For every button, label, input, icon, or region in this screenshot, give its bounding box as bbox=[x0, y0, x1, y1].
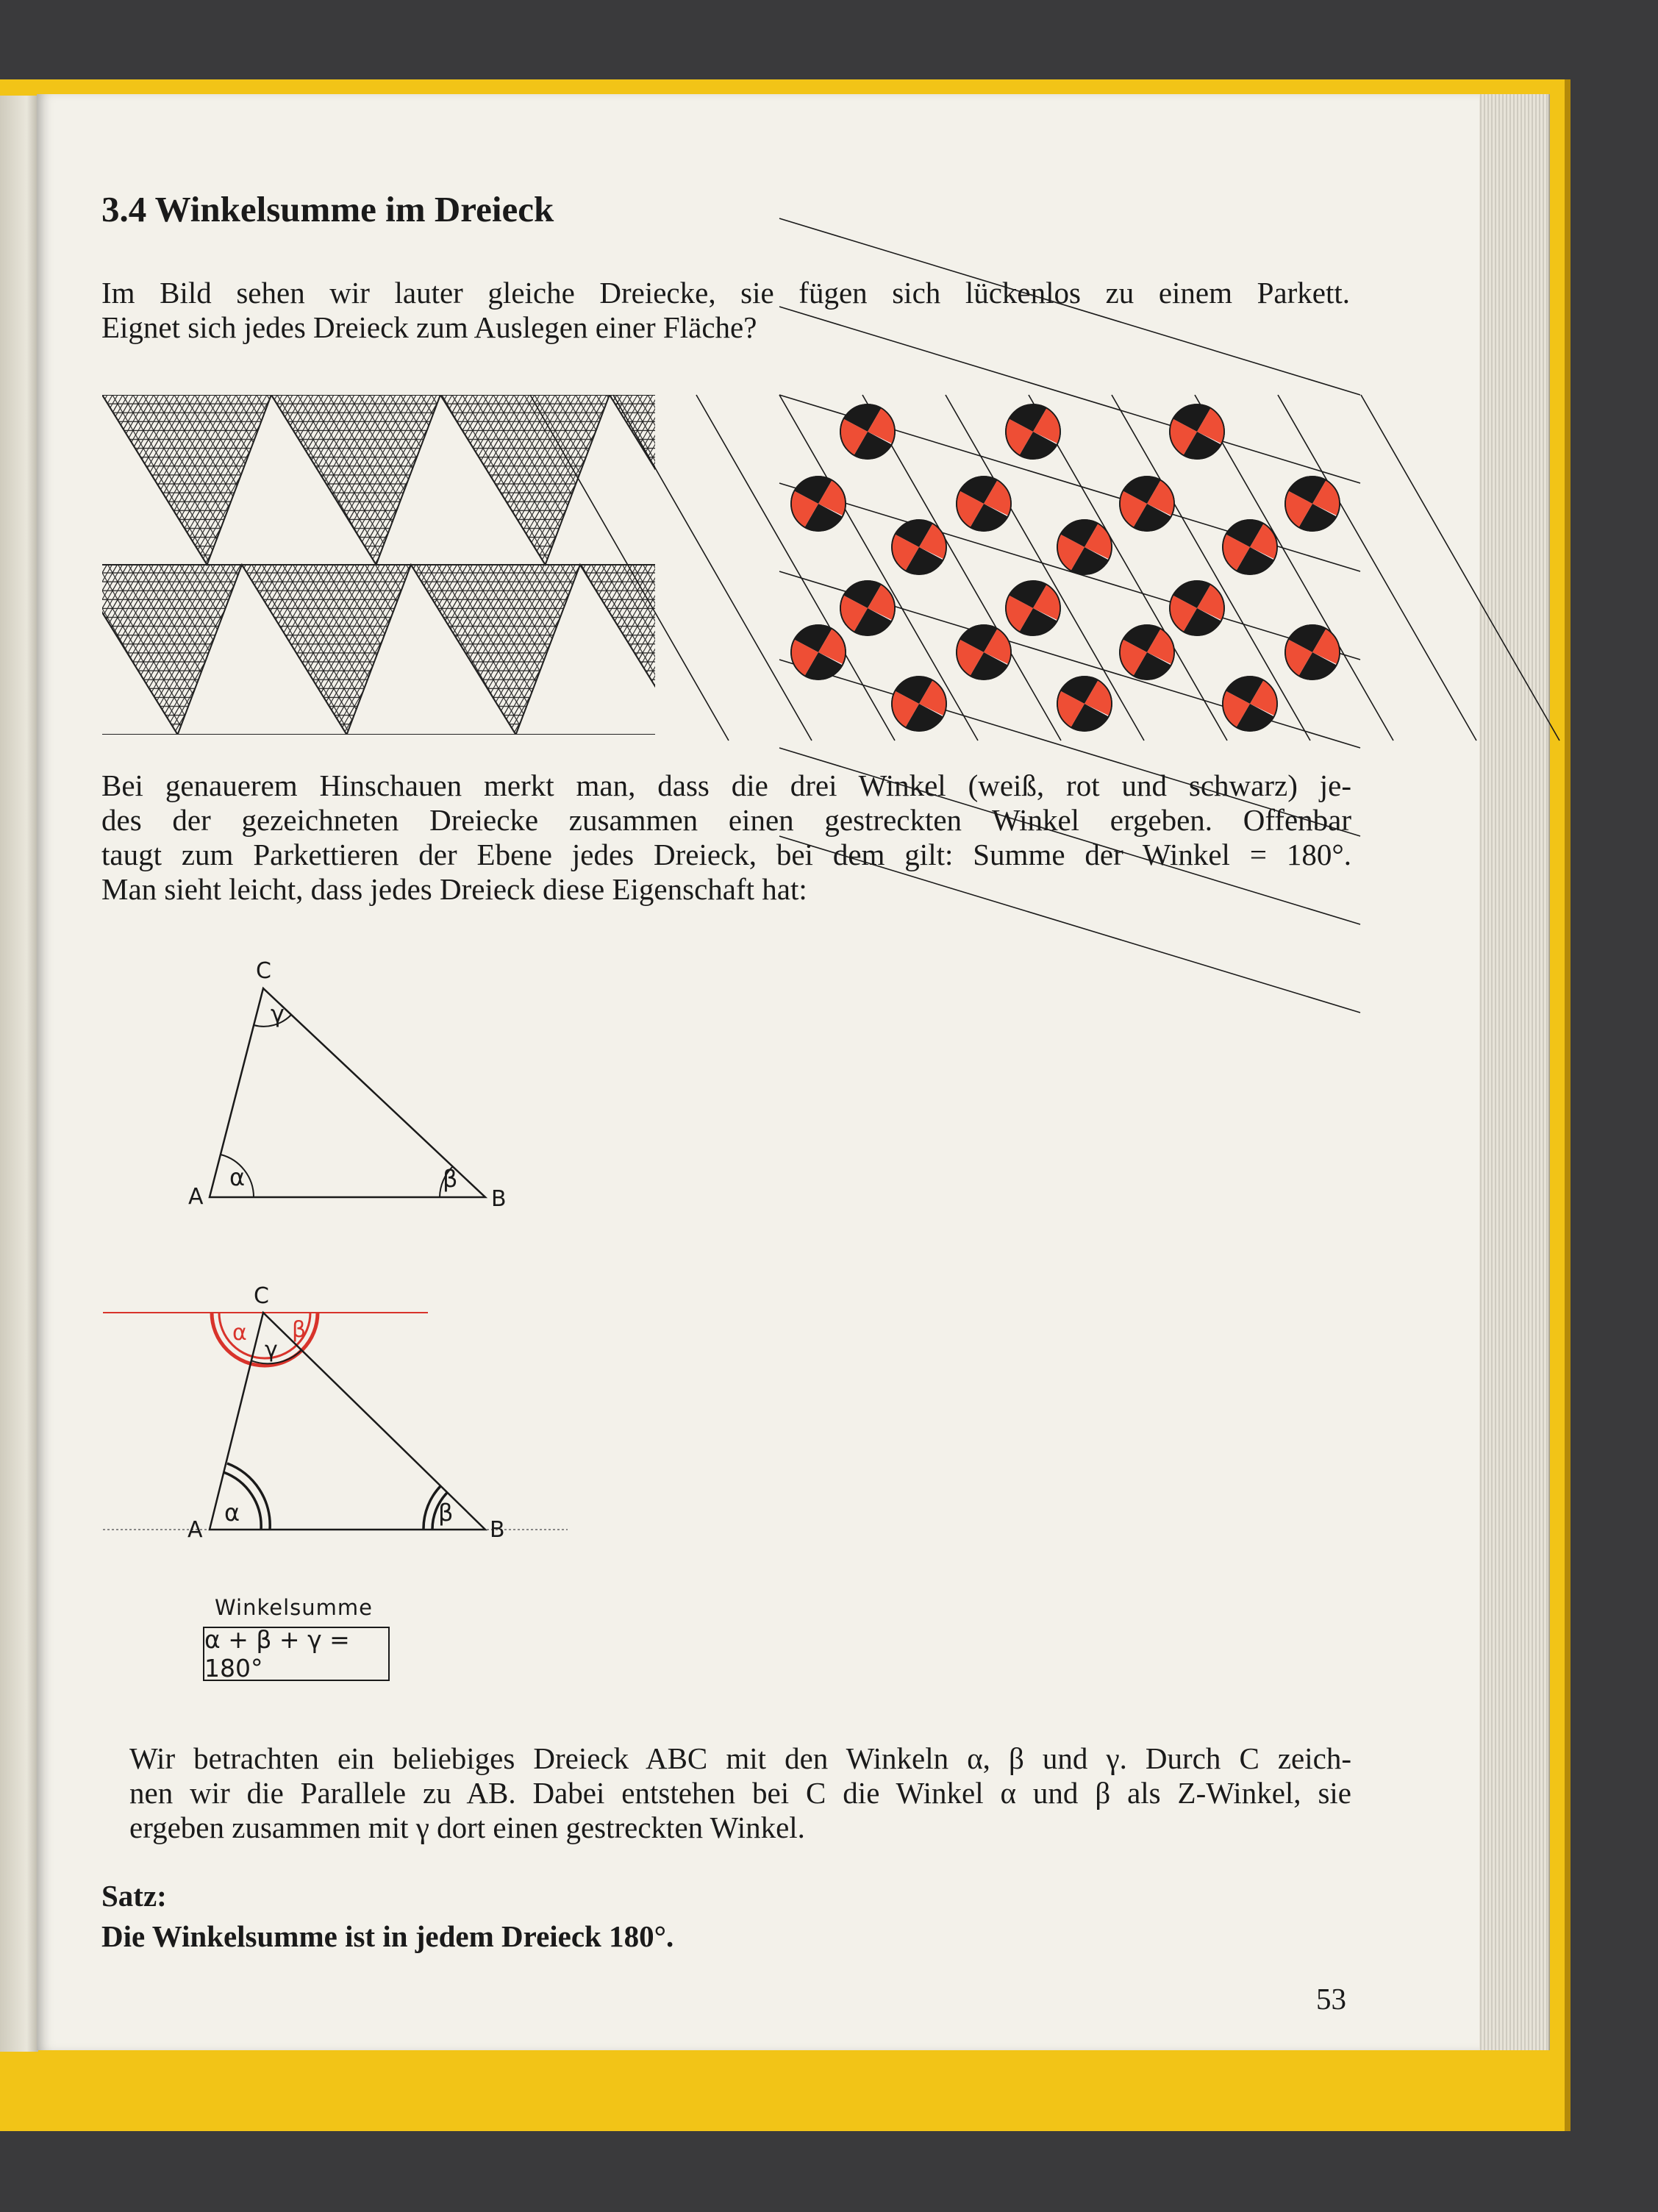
intro-line: Im Bild sehen wir lauter gleiche Dreiecke, sie fügen sich lückenlos zu einem Parkett. bbox=[101, 276, 1350, 310]
angle-disc bbox=[1285, 625, 1340, 679]
angle-disc bbox=[892, 520, 946, 574]
proof-line: Wir betrachten ein beliebiges Dreieck ABC mit den Winkeln α, β und γ. Durch C zeich- bbox=[129, 1741, 1351, 1775]
vertex-c-label: C bbox=[256, 958, 271, 984]
cover-bottom bbox=[0, 2050, 1551, 2102]
angle-disc bbox=[840, 404, 895, 459]
observation-line: Man sieht leicht, dass jedes Dreieck diese Eigenschaft hat: bbox=[101, 872, 807, 906]
angle-discs bbox=[791, 404, 1340, 731]
left-page-edge bbox=[0, 96, 38, 2052]
angle-disc bbox=[957, 477, 1011, 531]
angle-disc bbox=[791, 625, 846, 679]
angle-disc bbox=[1006, 581, 1060, 635]
angle-disc bbox=[1057, 677, 1112, 731]
observation-line: Bei genauerem Hinschauen merkt man, dass die drei Winkel (weiß, rot und schwarz) je- bbox=[101, 768, 1351, 802]
angle-disc bbox=[1223, 677, 1277, 731]
sum-formula-box bbox=[203, 1627, 390, 1681]
angle-disc bbox=[1223, 520, 1277, 574]
angle-disc bbox=[957, 625, 1011, 679]
sum-formula: α + β + γ = 180° bbox=[204, 1625, 350, 1683]
angle-gamma-label: γ bbox=[271, 1000, 285, 1028]
angle-gamma-label: γ bbox=[265, 1337, 278, 1363]
vertex-b-label: B bbox=[491, 1186, 507, 1212]
page-number: 53 bbox=[1316, 1982, 1346, 2016]
sum-caption: Winkelsumme bbox=[215, 1595, 373, 1620]
observation-line: des der gezeichneten Dreiecke zusammen einen gestreckten Winkel ergeben. Offenbar bbox=[101, 803, 1351, 837]
z-alpha-label: α bbox=[232, 1320, 247, 1346]
proof-line: ergeben zusammen mit γ dort einen gestreckten Winkel. bbox=[129, 1810, 805, 1844]
page-block-edges bbox=[1478, 94, 1550, 2050]
angle-alpha-label: α bbox=[224, 1499, 240, 1527]
triangle-figure-1 bbox=[184, 949, 596, 1213]
angle-disc bbox=[1006, 404, 1060, 459]
angle-disc bbox=[840, 581, 895, 635]
angle-disc-tessellation-figure bbox=[779, 395, 1360, 741]
angle-disc bbox=[791, 477, 846, 531]
angle-alpha-label: α bbox=[229, 1163, 246, 1191]
angle-disc bbox=[1120, 625, 1174, 679]
vertex-a-label: A bbox=[187, 1517, 203, 1543]
angle-disc bbox=[1170, 581, 1224, 635]
angle-disc bbox=[892, 677, 946, 731]
theorem-label: Satz: bbox=[101, 1879, 167, 1913]
proof-line: nen wir die Parallele zu AB. Dabei entstehen bei C die Winkel α und β als Z-Winkel, sie bbox=[129, 1776, 1351, 1810]
z-beta-label: β bbox=[292, 1317, 307, 1343]
angle-disc bbox=[1170, 404, 1224, 459]
section-title: 3.4 Winkelsumme im Dreieck bbox=[101, 189, 554, 229]
vertex-c-label: C bbox=[254, 1283, 269, 1309]
theorem-text: Die Winkelsumme ist in jedem Dreieck 180°. bbox=[101, 1919, 674, 1953]
angle-beta-label: β bbox=[443, 1165, 458, 1193]
observation-paragraph bbox=[101, 768, 1351, 907]
angle-disc bbox=[1285, 477, 1340, 531]
vertex-a-label: A bbox=[188, 1184, 204, 1210]
proof-paragraph bbox=[129, 1741, 1351, 1845]
cover-edge bbox=[1565, 79, 1571, 2131]
vertex-b-label: B bbox=[490, 1517, 505, 1543]
intro-line: Eignet sich jedes Dreieck zum Auslegen einer Fläche? bbox=[101, 310, 757, 344]
triangle-figure-2 bbox=[103, 1280, 588, 1543]
angle-beta-label: β bbox=[438, 1499, 454, 1527]
triangle-tessellation-figure bbox=[102, 395, 655, 735]
observation-line: taugt zum Parkettieren der Ebene jedes Dreieck, bei dem gilt: Summe der Winkel = 180°. bbox=[101, 838, 1351, 871]
angle-disc bbox=[1120, 477, 1174, 531]
angle-disc bbox=[1057, 520, 1112, 574]
